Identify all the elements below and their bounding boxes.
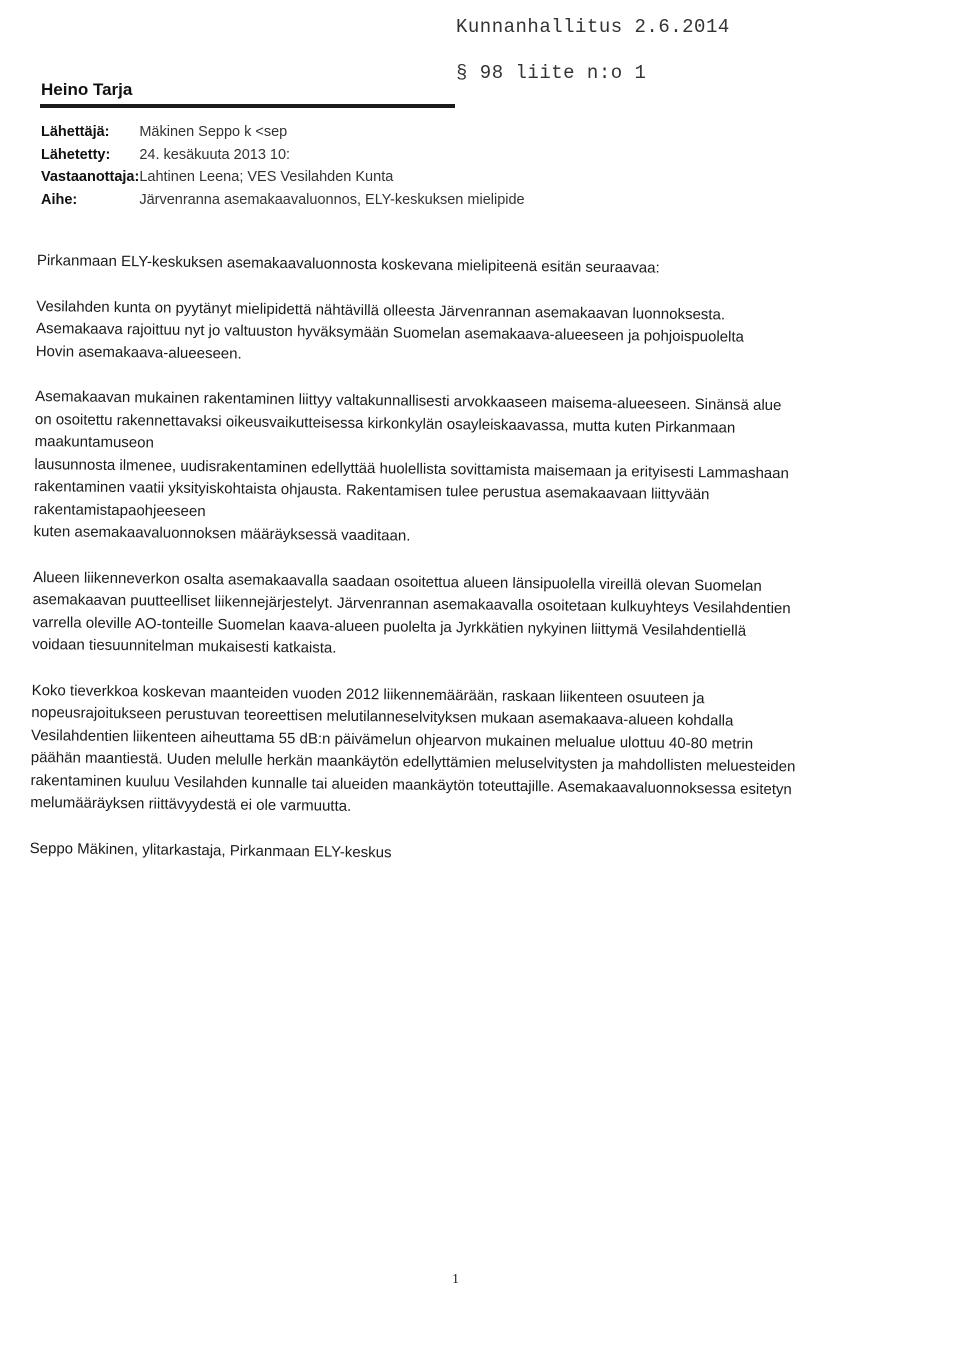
meta-label-subject: Aihe: <box>41 191 78 208</box>
header-rule <box>40 104 455 108</box>
stamp-committee: Kunnanhallitus 2.6.2014 <box>456 16 730 38</box>
body-line: Vesilahdentien liikenteen aiheuttama 55 dB:n päivämelun ohjearvon mukainen melualue ulottuu 40-80 metrin <box>30 726 754 753</box>
meta-label-to: Vastaanottaja: <box>41 169 140 185</box>
meta-label-sent: Lähetetty: <box>41 146 111 163</box>
stamp-section: § 98 liite n:o 1 <box>456 62 647 84</box>
body-line: rakentaminen vaatii yksityiskohtaista ohjausta. Rakentamisen tulee perustua asemakaavaan liittyvään <box>34 477 710 504</box>
paragraph-1 <box>36 295 887 373</box>
body-line: Asemakaavan mukainen rakentaminen liittyy valtakunnallisesti arvokkaaseen maisema-alueeseen. Sinänsä alue <box>35 387 782 415</box>
body-line: on osoitettu rakennettavaksi oikeusvaikutteisessa kirkonkylän osayleiskaavassa, mutta kuten Pirkanmaan <box>34 410 736 437</box>
meta-value-subject: Järvenranna asemakaavaluonnos, ELY-keskuksen mielipide <box>139 191 525 208</box>
meta-value-from: Mäkinen Seppo k <sep <box>139 124 288 140</box>
meta-row-subject <box>41 192 525 215</box>
body-line: Asemakaava rajoittuu nyt jo valtuuston hyväksymään Suomelan asemakaava-alueeseen ja pohjoispuolelta <box>35 319 745 346</box>
body-line: maakuntamuseon <box>34 432 155 452</box>
body-line: melumääräyksen riittävyydestä ei ole varmuutta. <box>30 793 352 815</box>
paragraph-4 <box>30 679 882 824</box>
intro-paragraph: Pirkanmaan ELY-keskuksen asemakaavaluonnosta koskevana mielipiteenä esitän seuraavaa: <box>36 251 660 277</box>
body-line: kuten asemakaavaluonnoksen määräyksessä vaaditaan. <box>33 522 411 545</box>
body-line: Vesilahden kunta on pyytänyt mielipidettä nähtävillä olleesta Järvenrannan asemakaavan luonnoksesta. <box>36 297 726 323</box>
paragraph-3 <box>32 566 883 666</box>
meta-row-sent <box>41 147 525 170</box>
meta-row-to <box>41 169 525 192</box>
body-line: asemakaavan puutteelliset liikennejärjestelyt. Järvenrannan asemakaavalla osoitetaan kulkuyhteys Vesilahdentien <box>32 590 791 618</box>
body-line: rakentaminen kuuluu Vesilahden kunnalle tai alueiden maankäytön toteuttajille. Asemakaavaluonnoksessa esitetyn <box>30 771 792 798</box>
body-line: päähän maantiestä. Uuden melulle herkän maankäytön edellyttämien meluselvitysten ja mahdollisten meluesteiden <box>30 748 796 776</box>
sender-name: Heino Tarja <box>41 80 133 99</box>
body-line: rakentamistapaohjeeseen <box>33 500 206 520</box>
meta-value-to: Lahtinen Leena; VES Vesilahden Kunta <box>139 169 394 185</box>
page-number: 1 <box>452 1272 459 1287</box>
signature-line: Seppo Mäkinen, ylitarkastaja, Pirkanmaan ELY-keskus <box>29 839 392 861</box>
meta-row-from <box>41 124 525 147</box>
letter-body <box>30 250 887 870</box>
body-line: varrella oleville AO-tonteille Suomelan kaava-alueen puolelta ja Jyrkkätien nykyinen liittymä Vesilahdentiellä <box>32 613 747 640</box>
body-line: voidaan tiesuunnitelman mukaisesti katkaista. <box>32 635 337 657</box>
meta-value-sent: 24. kesäkuuta 2013 10: <box>139 146 291 163</box>
body-line: Koko tieverkkoa koskevan maanteiden vuoden 2012 liikennemäärään, raskaan liikenteen osuuteen ja <box>31 681 705 707</box>
body-line: lausunnosta ilmenee, uudisrakentaminen edellyttää huolellista sovittamista maisemaan ja erityisesti Lammashaan <box>34 455 790 482</box>
body-line: Alueen liikenneverkon osalta asemakaavalla saadaan osoitettua alueen länsipuolella vireillä olevan Suomelan <box>32 568 762 595</box>
meta-label-from: Lähettäjä: <box>41 124 110 140</box>
body-line: Hovin asemakaava-alueeseen. <box>35 342 242 363</box>
body-line: nopeusrajoitukseen perustuvan teoreettisen melutilanneselvityksen mukaan asemakaava-alueen kohdalla <box>31 703 734 730</box>
paragraph-2 <box>33 386 885 554</box>
email-meta-table <box>41 124 525 214</box>
